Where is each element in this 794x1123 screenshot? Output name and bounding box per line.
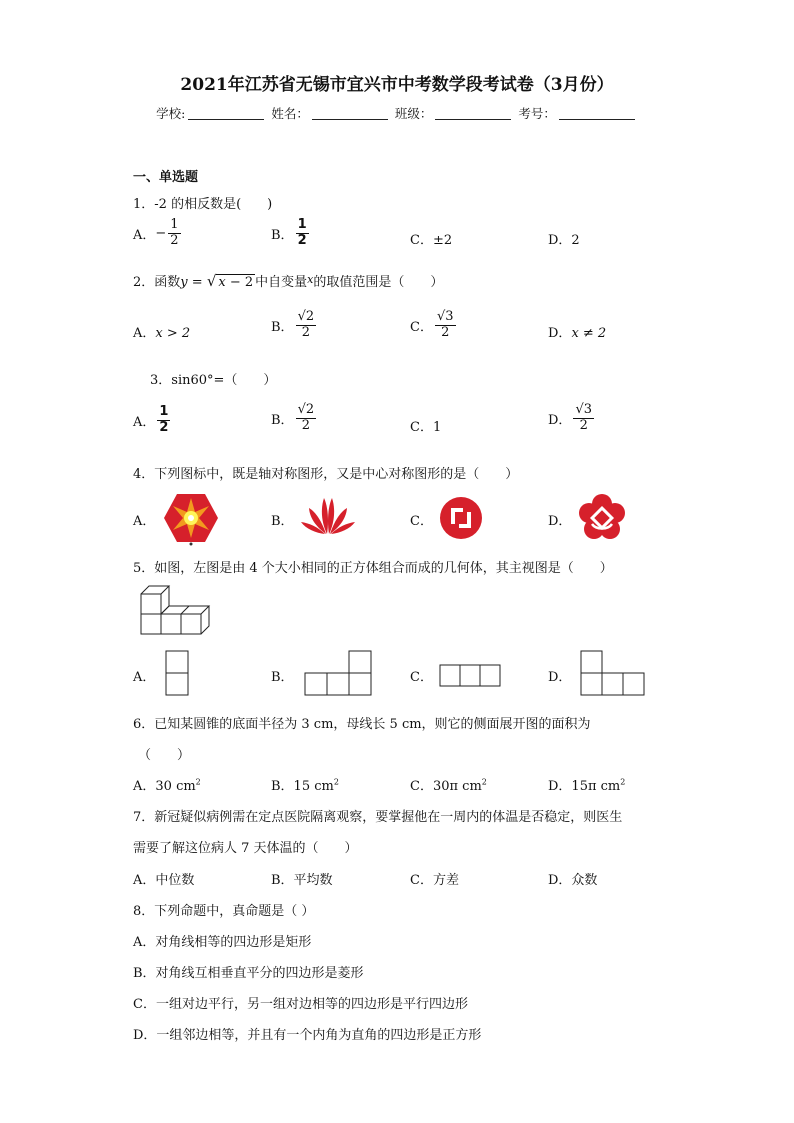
q1-option-d[interactable]: D．2 [548, 233, 580, 248]
q5-option-b[interactable]: B． [271, 670, 294, 685]
section-heading: 一、单选题 [133, 170, 199, 185]
q6-d-text: D．15π cm [548, 779, 621, 794]
q7-option-b[interactable]: B．平均数 [271, 873, 333, 888]
q2-b-fraction [296, 310, 317, 341]
q8-option-b[interactable]: B．对角线互相垂直平分的四边形是菱形 [133, 966, 364, 981]
q2-option-b[interactable] [271, 310, 318, 341]
q2-b-num: √2 [297, 309, 315, 324]
q3-a-fraction [157, 405, 170, 436]
q3-b-num: √2 [297, 402, 315, 417]
q3-d-num: √3 [575, 402, 592, 417]
q2-stem-mid: 中自变量 [255, 275, 308, 290]
q2-minus: − 2 [225, 275, 254, 290]
q1-b-num: 1 [297, 217, 307, 232]
q2-a-value: x > 2 [155, 326, 191, 341]
q3-d-label: D． [548, 412, 572, 428]
q6-b-text: B．15 cm [271, 779, 334, 794]
front-view-c-figure [439, 664, 501, 688]
q1-a-label: A． [133, 227, 156, 243]
q2-b-label: B． [271, 319, 294, 335]
q3-a-den: 2 [159, 419, 169, 435]
q8-option-c[interactable]: C．一组对边平行，另一组对边相等的四边形是平行四边形 [133, 997, 468, 1012]
q2-y: y [180, 275, 188, 290]
q2-option-c[interactable] [410, 310, 458, 341]
q2-option-d[interactable] [548, 322, 606, 341]
q6-stem: 6．已知某圆锥的底面半径为 3 cm，母线长 5 cm，则它的侧面展开图的面积为 [133, 717, 591, 732]
q3-option-a[interactable] [133, 405, 172, 436]
page-title: 2021年江苏省无锡市宜兴市中考数学段考试卷（3月份） [180, 75, 614, 95]
q1-a-sign: − [155, 225, 167, 241]
cube-solid-figure [138, 584, 214, 636]
q3-stem: 3．sin60°=（ ） [150, 373, 277, 388]
q2-d-label: D． [548, 326, 572, 341]
front-view-b-figure [304, 650, 372, 696]
q8-stem: 8．下列命题中，真命题是（ ） [133, 904, 315, 919]
q3-a-num: 1 [159, 404, 169, 419]
q5-stem: 5．如图，左图是由 4 个大小相同的正方体组合而成的几何体，其主视图是（ ） [133, 561, 613, 576]
q6-a-text: A．30 cm [133, 779, 196, 794]
q6-c-text: C．30π cm [410, 779, 482, 794]
student-info [0, 104, 794, 122]
bank-logo-icon [439, 496, 483, 540]
q7-option-d[interactable]: D．众数 [548, 873, 598, 888]
q3-b-fraction [296, 403, 317, 434]
q1-b-den: 2 [297, 232, 307, 248]
number-label: 考号： [518, 106, 556, 121]
q3-d-fraction [573, 403, 594, 434]
q6-option-d[interactable] [548, 775, 625, 794]
q1-b-label: B． [271, 227, 294, 243]
q4-option-b[interactable]: B． [271, 514, 294, 529]
flower-logo-icon [578, 494, 626, 542]
q5-option-a[interactable]: A． [133, 670, 156, 685]
front-view-a-figure [165, 650, 191, 696]
class-blank[interactable] [435, 107, 511, 120]
q7-stem-line2: 需要了解这位病人 7 天体温的（ ） [133, 841, 358, 856]
q7-option-a[interactable]: A．中位数 [133, 873, 195, 888]
q5-option-d[interactable]: D． [548, 670, 572, 685]
q6-option-a[interactable] [133, 775, 201, 794]
q1-a-num: 1 [170, 217, 179, 232]
q3-b-den: 2 [301, 417, 310, 433]
q1-option-a[interactable] [133, 218, 183, 249]
q2-x: x [218, 275, 226, 290]
name-label: 姓名： [271, 106, 309, 121]
q3-a-label: A． [133, 414, 156, 430]
q3-option-d[interactable] [548, 403, 596, 434]
q3-option-c[interactable]: C．1 [410, 420, 442, 435]
q6-b-sup: 2 [333, 777, 339, 787]
q1-b-fraction [296, 218, 309, 249]
school-blank[interactable] [188, 107, 264, 120]
q2-c-fraction [435, 310, 456, 341]
q1-stem: 1．-2 的相反数是( ) [133, 197, 273, 212]
q1-option-c[interactable]: C．±2 [410, 233, 453, 248]
class-label: 班级： [394, 106, 433, 121]
q7-option-c[interactable]: C．方差 [410, 873, 459, 888]
school-label: 学校: [156, 106, 186, 121]
q4-option-d[interactable]: D． [548, 514, 572, 529]
q4-option-c[interactable]: C． [410, 514, 433, 529]
q4-stem: 4．下列图标中，既是轴对称图形，又是中心对称图形的是（ ） [133, 467, 519, 482]
name-blank[interactable] [312, 107, 388, 120]
q2-stem-post: 的取值范围是（ ） [313, 275, 444, 290]
q2-a-label: A． [133, 326, 156, 341]
q1-a-fraction [168, 218, 180, 249]
q6-d-sup: 2 [620, 777, 626, 787]
q3-b-label: B． [271, 412, 294, 428]
sqrt-icon: √ [206, 272, 217, 290]
q2-c-label: C． [410, 319, 433, 335]
q2-option-a[interactable] [133, 322, 190, 341]
q2-c-den: 2 [441, 324, 450, 340]
number-blank[interactable] [559, 107, 635, 120]
q6-a-sup: 2 [195, 777, 201, 787]
q2-radicand [216, 274, 255, 290]
q2-c-num: √3 [436, 309, 454, 324]
q6-option-b[interactable] [271, 775, 339, 794]
q3-d-den: 2 [579, 417, 588, 433]
huawei-logo-icon [298, 496, 358, 536]
q2-eq: = [187, 275, 207, 290]
q2-var: x [307, 273, 314, 286]
sun-logo-icon [163, 492, 219, 546]
q5-option-c[interactable]: C． [410, 670, 433, 685]
q2-b-den: 2 [301, 324, 310, 340]
q8-option-a[interactable]: A．对角线相等的四边形是矩形 [133, 935, 312, 950]
q1-option-b[interactable] [271, 218, 311, 249]
q4-option-a[interactable]: A． [133, 514, 156, 529]
q6-paren: （ ） [138, 748, 191, 763]
q6-c-sup: 2 [481, 777, 487, 787]
q2-d-value: x ≠ 2 [571, 326, 607, 341]
q3-option-b[interactable] [271, 403, 318, 434]
q6-option-c[interactable] [410, 775, 487, 794]
q2-stem [133, 271, 443, 290]
front-view-d-figure [580, 650, 646, 696]
q8-option-d[interactable]: D．一组邻边相等，并且有一个内角为直角的四边形是正方形 [133, 1028, 482, 1043]
q1-a-den: 2 [170, 232, 179, 248]
q2-stem-pre: 2．函数 [133, 275, 181, 290]
q7-stem-line1: 7．新冠疑似病例需在定点医院隔离观察，要掌握他在一周内的体温是否稳定，则医生 [133, 810, 623, 825]
